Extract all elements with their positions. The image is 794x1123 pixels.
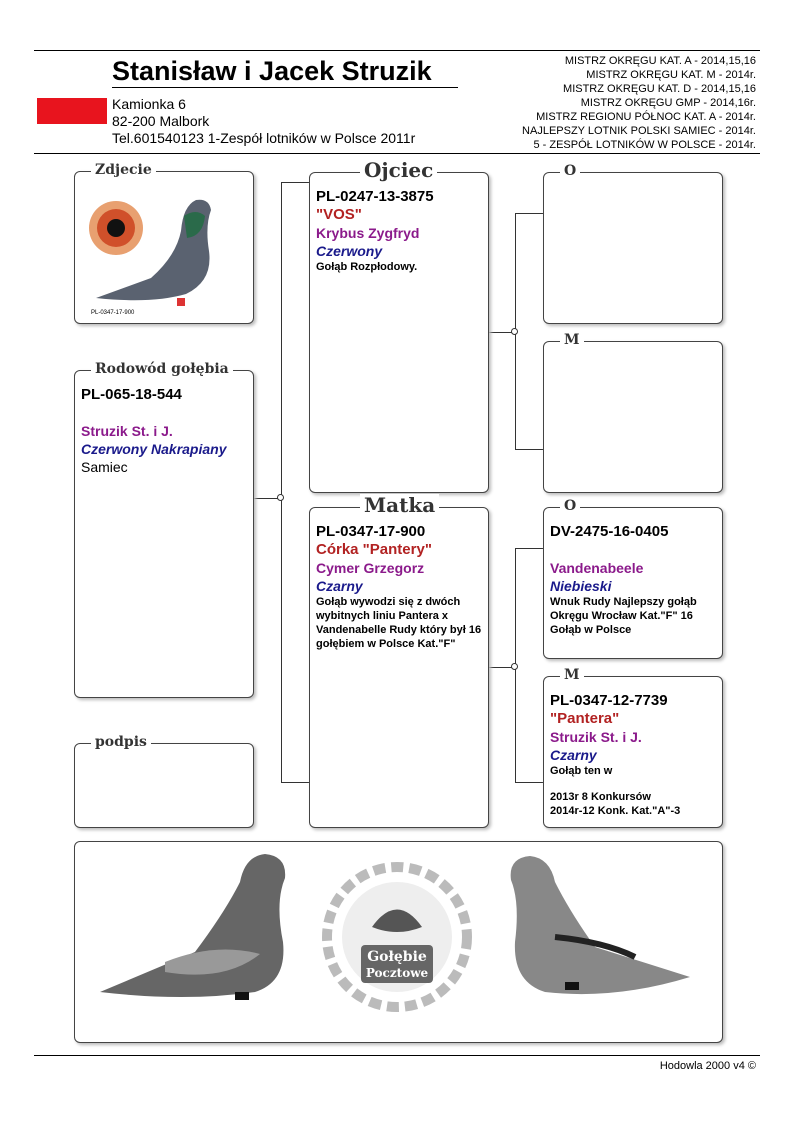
logo-text: Pocztowe — [365, 966, 429, 980]
banner-illustration — [75, 842, 722, 1042]
connector — [515, 449, 543, 450]
connector — [515, 782, 543, 783]
paternal-grandmother-box — [543, 332, 723, 493]
honor-item: MISTRZ OKRĘGU KAT. A - 2014,15,16 — [564, 55, 756, 67]
grandfather-legend: O — [560, 163, 580, 179]
mm-description: 2014r-12 Konk. Kat."A"-3 — [550, 805, 681, 817]
maternal-grandmother-box — [543, 667, 723, 828]
logo-text: Gołębie — [367, 949, 427, 965]
honor-item: 5 - ZESPÓŁ LOTNIKÓW W POLSCE - 2014r. — [533, 139, 756, 151]
mother-description: Gołąb wywodzi się z dwóch wybitnych liniu Pantera x Vandenabelle Rudy który był 16 gołębiem w Polsce Kat."F" — [316, 596, 482, 650]
mm-description: 2013r 8 Konkursów — [550, 791, 651, 803]
top-rule — [34, 50, 760, 51]
address-line: 82-200 Malbork — [112, 113, 210, 129]
mf-description: Wnuk Rudy Najlepszy gołąb Okręgu Wrocław Kat."F" 16 Gołąb w Polsce — [550, 596, 697, 636]
mm-description: Gołąb ten w — [550, 765, 613, 777]
connector-node — [511, 663, 518, 670]
father-description: Gołąb Rozpłodowy. — [316, 261, 418, 273]
mf-ring: DV-2475-16-0405 — [550, 523, 669, 540]
address-line: Tel.601540123 1-Zespół lotników w Polsce 2011r — [112, 130, 416, 146]
mm-color: Czarny — [550, 747, 597, 763]
subject-sex: Samiec — [81, 459, 128, 475]
connector-node — [277, 494, 284, 501]
mm-owner: Struzik St. i J. — [550, 729, 642, 745]
pigeon-right-illustration — [511, 856, 690, 994]
logo-wreath — [327, 867, 467, 1007]
honors-list — [456, 54, 756, 152]
connector — [281, 182, 309, 183]
banner-box — [74, 841, 723, 1043]
grandfather-legend: O — [560, 498, 580, 514]
photo-caption: PL-0347-17-900 — [91, 310, 135, 316]
photo-legend: Zdjecie — [91, 162, 156, 178]
father-color: Czerwony — [316, 243, 383, 259]
mm-ring: PL-0347-12-7739 — [550, 692, 668, 709]
father-box — [309, 158, 489, 493]
connector — [281, 182, 282, 782]
breeder-address — [112, 96, 415, 147]
maternal-grandfather-box — [543, 498, 723, 659]
mother-name: Córka "Pantery" — [316, 541, 432, 558]
father-ring: PL-0247-13-3875 — [316, 188, 434, 205]
grandmother-legend: M — [560, 332, 584, 348]
honor-item: MISTRZ OKRĘGU GMP - 2014,16r. — [580, 97, 756, 109]
signature-legend: podpis — [91, 734, 151, 750]
honor-item: MISTRZ OKRĘGU KAT. D - 2014,15,16 — [563, 83, 756, 95]
connector — [515, 548, 543, 549]
father-name: "VOS" — [316, 206, 362, 223]
mother-color: Czarny — [316, 578, 363, 594]
mother-legend: Matka — [360, 494, 439, 516]
flag-white — [37, 72, 107, 98]
subject-owner: Struzik St. i J. — [81, 423, 173, 439]
address-line: Kamionka 6 — [112, 96, 186, 112]
connector-node — [511, 328, 518, 335]
mf-owner: Vandenabeele — [550, 560, 644, 576]
father-owner: Krybus Zygfryd — [316, 225, 420, 241]
footer-credit: Hodowla 2000 v4 © — [659, 1060, 756, 1072]
grandmother-legend: M — [560, 667, 584, 683]
father-legend: Ojciec — [360, 159, 437, 181]
honor-item: MISTRZ OKRĘGU KAT. M - 2014r. — [586, 69, 756, 81]
subject-color: Czerwony Nakrapiany — [81, 441, 227, 457]
mother-owner: Cymer Grzegorz — [316, 560, 425, 576]
pigeon-left-illustration — [100, 854, 285, 1000]
mf-color: Niebieski — [550, 578, 612, 594]
subject-legend: Rodowód gołębia — [91, 361, 233, 377]
photo-box — [74, 162, 254, 324]
header-rule — [34, 153, 760, 154]
mother-box — [309, 493, 489, 828]
flag-red — [37, 98, 107, 124]
honor-item: NAJLEPSZY LOTNIK POLSKI SAMIEC - 2014r. — [522, 125, 756, 137]
footer-rule — [34, 1055, 760, 1056]
paternal-grandfather-box — [543, 163, 723, 324]
connector — [281, 782, 309, 783]
subject-box — [74, 361, 254, 698]
breeder-name: Stanisław i Jacek Struzik — [112, 55, 458, 88]
signature-box — [74, 734, 254, 828]
connector — [515, 213, 543, 214]
mm-name: "Pantera" — [550, 710, 620, 727]
subject-ring: PL-065-18-544 — [81, 386, 182, 403]
mother-ring: PL-0347-17-900 — [316, 523, 426, 540]
pigeon-photo — [81, 186, 247, 318]
honor-item: MISTRZ REGIONU PÓŁNOC KAT. A - 2014r. — [536, 111, 756, 123]
